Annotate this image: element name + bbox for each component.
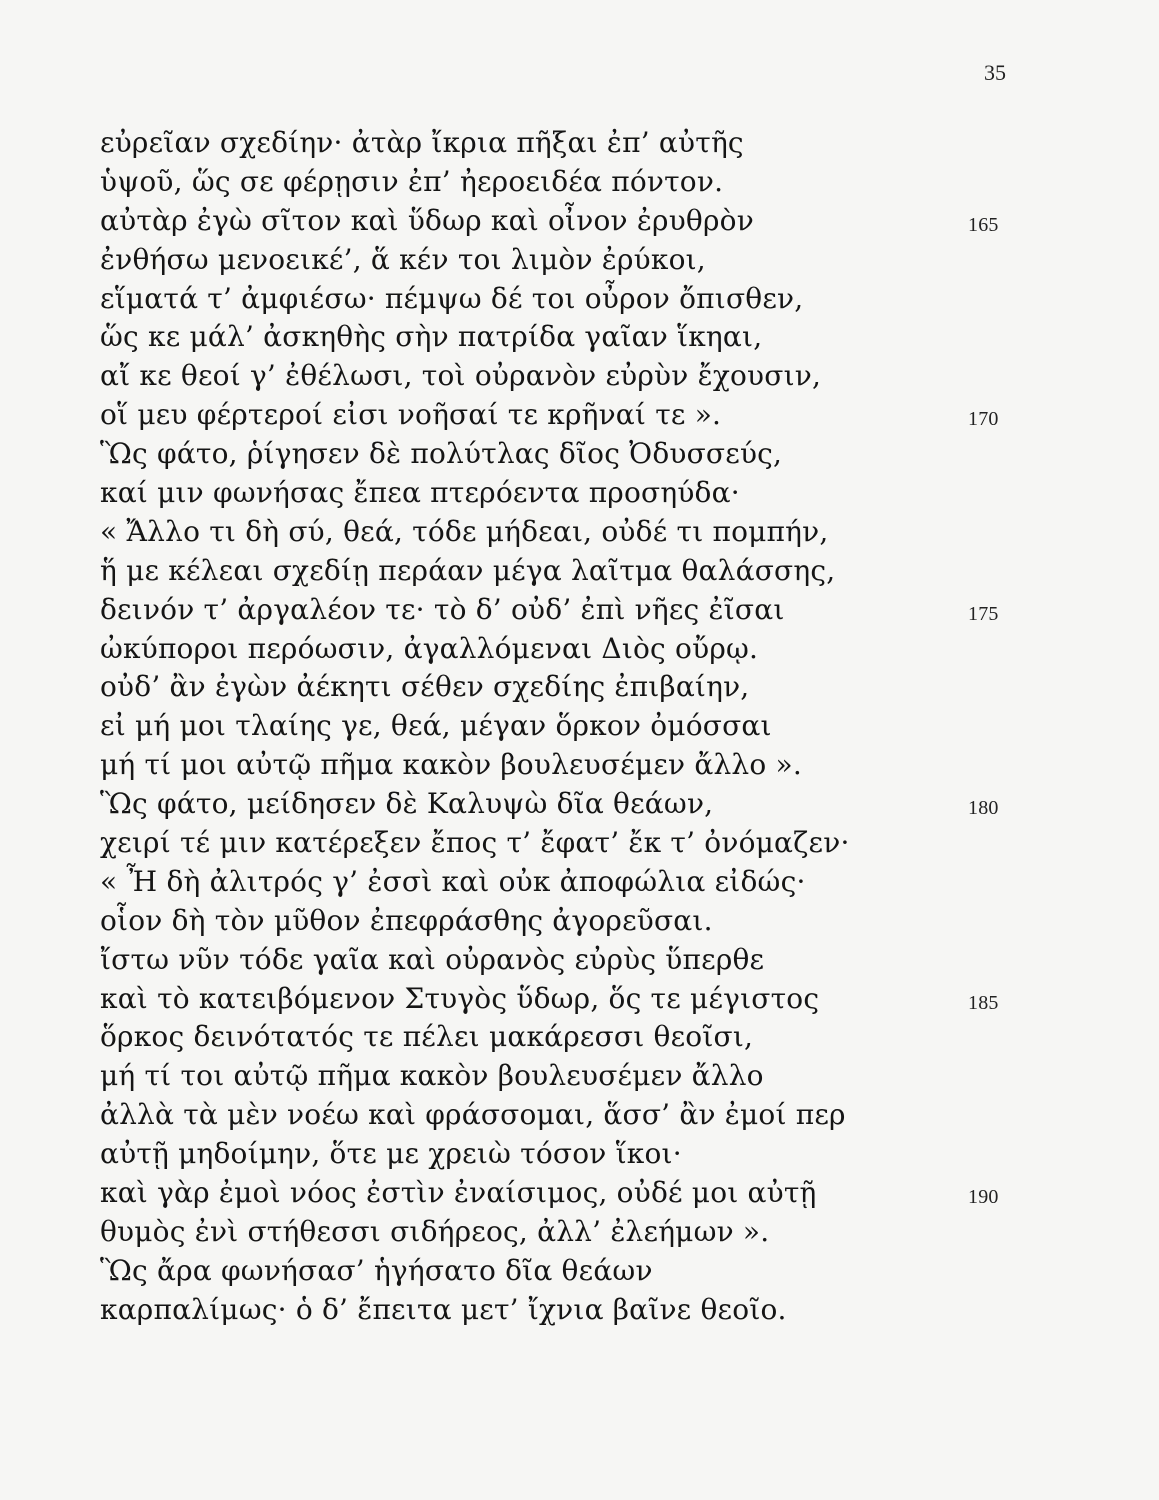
verse-line-text: εἰ μή μοι τλαίης γε, θεά, μέγαν ὅρκον ὀμόσσαι: [100, 709, 772, 743]
verse-line: [100, 785, 1000, 824]
verse-line-text: αὐτὰρ ἐγὼ σῖτον καὶ ὕδωρ καὶ οἶνον ἐρυθρὸν: [100, 203, 754, 237]
verse-line-text: οἵ μευ φέρτεροί εἰσι νοῆσαί τε κρῆναί τε ».: [100, 398, 722, 432]
verse-line: [100, 1096, 1000, 1135]
verse-line: [100, 1213, 1000, 1252]
verse-line: [100, 513, 1000, 552]
verse-line: [100, 163, 1000, 202]
verse-line-text: ὠκύποροι περόωσιν, ἀγαλλόμεναι Διὸς οὔρῳ.: [100, 631, 759, 665]
verse-line-text: καὶ γὰρ ἐμοὶ νόος ἐστὶν ἐναίσιμος, οὐδέ μοι αὐτῇ: [100, 1176, 817, 1210]
verse-line: [100, 474, 1000, 513]
line-number: 170: [968, 408, 999, 431]
verse-line-text: Ὣς φάτο, μείδησεν δὲ Καλυψὼ δῖα θεάων,: [100, 787, 714, 821]
verse-line: [100, 241, 1000, 280]
line-number: 180: [968, 797, 999, 820]
verse-line: [100, 1174, 1000, 1213]
verse-line-text: θυμὸς ἐνὶ στήθεσσι σιδήρεος, ἀλλ’ ἐλεήμων ».: [100, 1214, 770, 1248]
verse-line: [100, 124, 1000, 163]
page-number: 35: [984, 60, 1006, 85]
verse-line-text: οὐδ’ ἂν ἐγὼν ἀέκητι σέθεν σχεδίης ἐπιβαίην,: [100, 670, 750, 704]
verse-line-text: οἷον δὴ τὸν μῦθον ἐπεφράσθης ἀγορεῦσαι.: [100, 903, 713, 937]
line-number: 175: [968, 602, 999, 625]
line-number: 190: [968, 1186, 999, 1209]
verse-line-text: « Ἦ δὴ ἀλιτρός γ’ ἐσσὶ καὶ οὐκ ἀποφώλια εἰδώς·: [100, 864, 806, 898]
verse-line-text: ἴστω νῦν τόδε γαῖα καὶ οὐρανὸς εὐρὺς ὕπερθε: [100, 942, 765, 976]
verse-line-text: ὅρκος δεινότατός τε πέλει μακάρεσσι θεοῖσι,: [100, 1020, 754, 1054]
verse-line: [100, 552, 1000, 591]
verse-line-text: καὶ τὸ κατειβόμενον Στυγὸς ὕδωρ, ὅς τε μέγιστος: [100, 981, 820, 1015]
verse-line: [100, 318, 1000, 357]
verse-line: [100, 863, 1000, 902]
verse-line: [100, 746, 1000, 785]
verse-line: [100, 941, 1000, 980]
verse-line-text: αἴ κε θεοί γ’ ἐθέλωσι, τοὶ οὐρανὸν εὐρὺν ἔχουσιν,: [100, 359, 822, 393]
verse-text-block: [100, 124, 1000, 1330]
verse-line-text: δεινόν τ’ ἀργαλέον τε· τὸ δ’ οὐδ’ ἐπὶ νῆες ἐῖσαι: [100, 592, 785, 626]
verse-line-text: καρπαλίμως· ὁ δ’ ἔπειτα μετ’ ἴχνια βαῖνε θεοῖο.: [100, 1292, 787, 1326]
verse-line-text: Ὣς ἄρα φωνήσασ’ ἡγήσατο δῖα θεάων: [100, 1253, 653, 1287]
verse-line-text: μή τί τοι αὐτῷ πῆμα κακὸν βουλευσέμεν ἄλλο: [100, 1059, 764, 1093]
verse-line-text: ἀλλὰ τὰ μὲν νοέω καὶ φράσσομαι, ἅσσ’ ἂν ἐμοί περ: [100, 1098, 846, 1132]
verse-line: [100, 630, 1000, 669]
verse-line: [100, 1018, 1000, 1057]
verse-line: [100, 396, 1000, 435]
verse-line: [100, 435, 1000, 474]
verse-line-text: « Ἄλλο τι δὴ σύ, θεά, τόδε μήδεαι, οὐδέ τι πομπήν,: [100, 514, 829, 548]
verse-line-text: αὐτῇ μηδοίμην, ὅτε με χρειὼ τόσον ἵκοι·: [100, 1137, 682, 1171]
verse-line: [100, 980, 1000, 1019]
verse-line: [100, 202, 1000, 241]
verse-line: [100, 1057, 1000, 1096]
verse-line-text: εἵματά τ’ ἀμφιέσω· πέμψω δέ τοι οὖρον ὄπισθεν,: [100, 281, 804, 315]
verse-line-text: ὥς κε μάλ’ ἀσκηθὴς σὴν πατρίδα γαῖαν ἵκηαι,: [100, 320, 763, 354]
verse-line-text: ἐνθήσω μενοεικέ’, ἅ κέν τοι λιμὸν ἐρύκοι,: [100, 242, 706, 276]
verse-line: [100, 902, 1000, 941]
line-number: 165: [968, 213, 999, 236]
verse-line: [100, 668, 1000, 707]
verse-line-text: ὑψοῦ, ὥς σε φέρῃσιν ἐπ’ ἠεροειδέα πόντον.: [100, 164, 724, 198]
line-number: 185: [968, 991, 999, 1014]
verse-line: [100, 357, 1000, 396]
verse-line-text: καί μιν φωνήσας ἔπεα πτερόεντα προσηύδα·: [100, 476, 740, 510]
verse-line: [100, 824, 1000, 863]
verse-line: [100, 1252, 1000, 1291]
verse-line-text: χειρί τέ μιν κατέρεξεν ἔπος τ’ ἔφατ’ ἔκ τ’ ὀνόμαζεν·: [100, 826, 850, 860]
verse-line-text: Ὣς φάτο, ῥίγησεν δὲ πολύτλας δῖος Ὀδυσσεύς,: [100, 437, 783, 471]
verse-line: [100, 1291, 1000, 1330]
verse-line: [100, 591, 1000, 630]
verse-line: [100, 707, 1000, 746]
verse-line: [100, 1135, 1000, 1174]
verse-line: [100, 280, 1000, 319]
verse-line-text: ἥ με κέλεαι σχεδίῃ περάαν μέγα λαῖτμα θαλάσσης,: [100, 553, 836, 587]
verse-line-text: μή τί μοι αὐτῷ πῆμα κακὸν βουλευσέμεν ἄλλο ».: [100, 748, 802, 782]
verse-line-text: εὐρεῖαν σχεδίην· ἀτὰρ ἴκρια πῆξαι ἐπ’ αὐτῆς: [100, 126, 744, 159]
